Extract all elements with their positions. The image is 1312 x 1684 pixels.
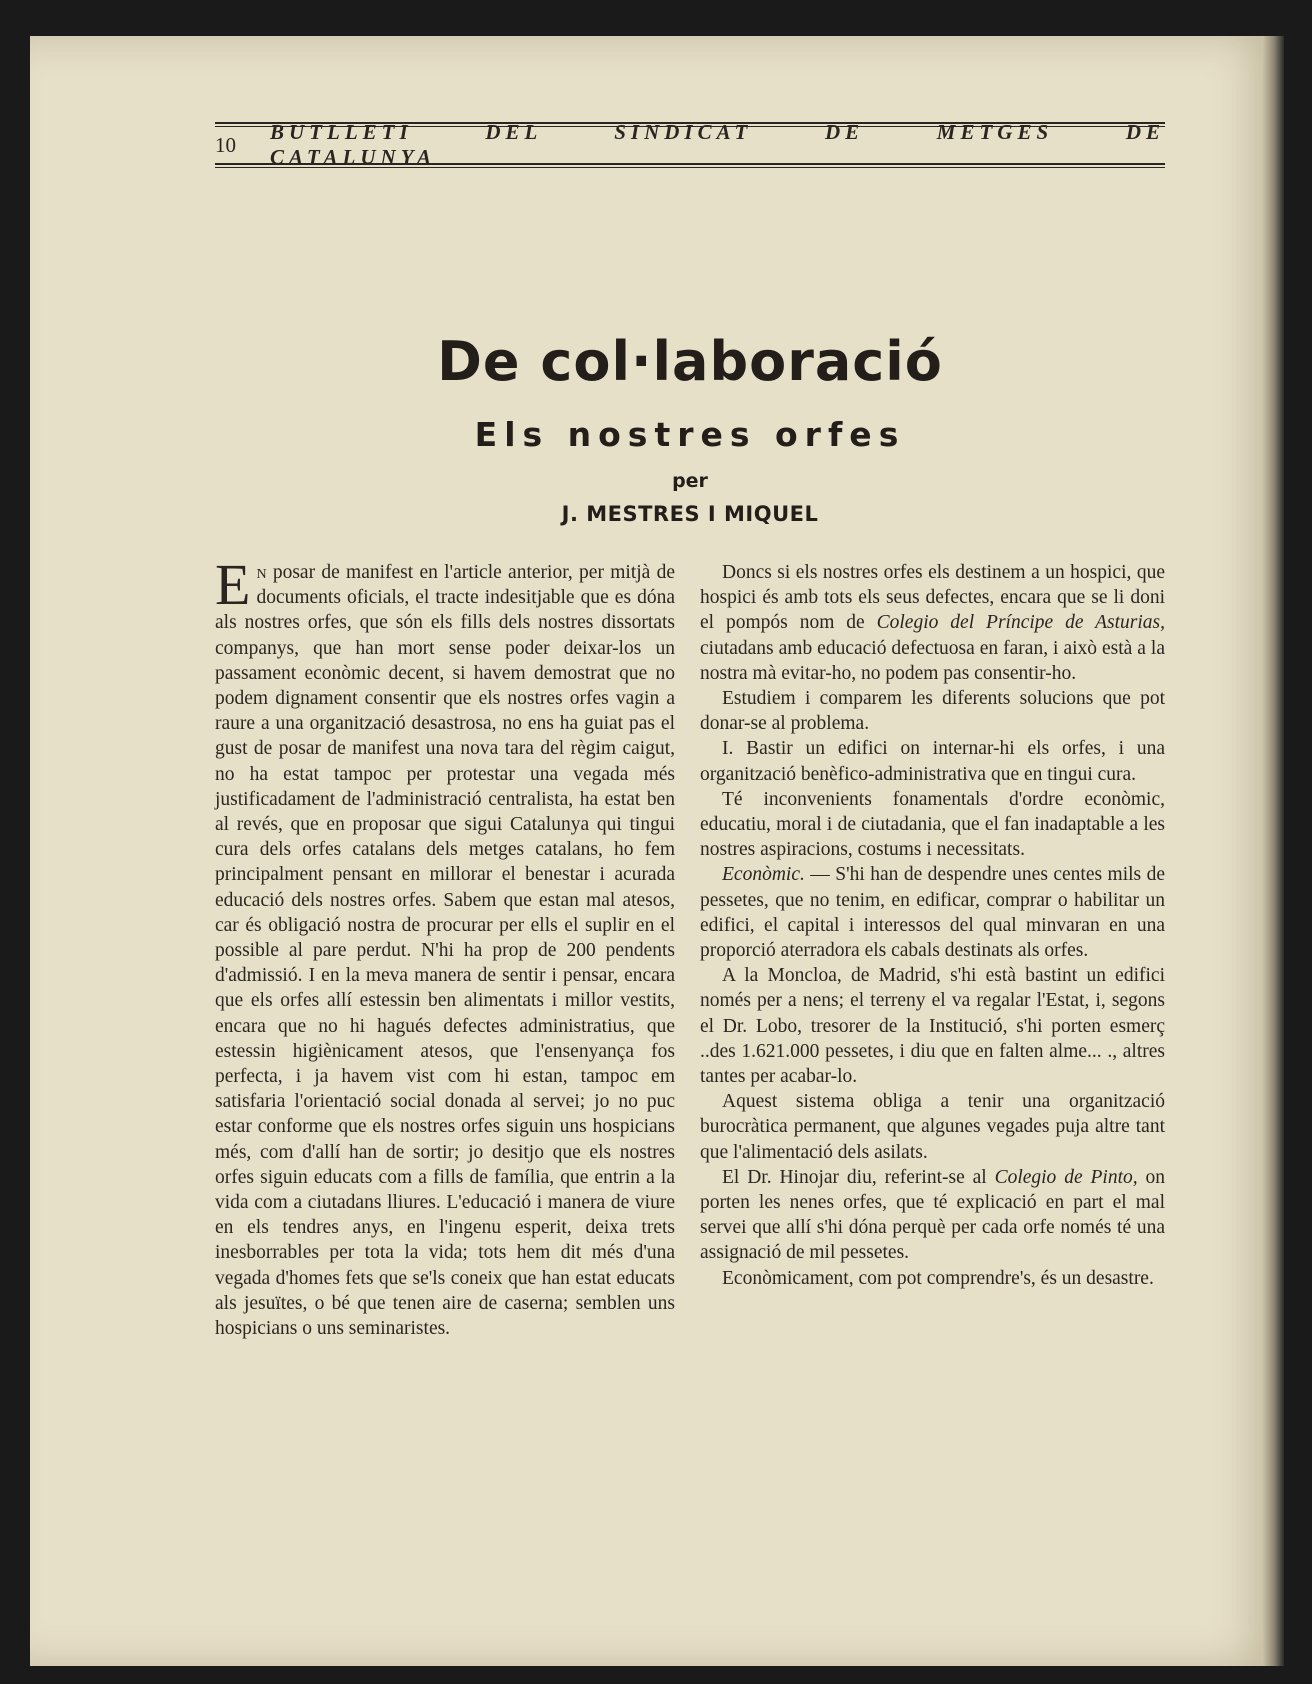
paragraph: Estudiem i comparem les diferents solucions que pot donar-se al problema. [700,688,1165,735]
page-number: 10 [215,132,236,157]
text-column-right [700,560,1165,1291]
paragraph [215,552,675,1341]
paragraph-text: on porten les nenes orfes, que té explicació en part el mal servei que allí s'hi dóna perquè per cada orfe només té una assignació de mil pessetes. [700,1166,1165,1264]
paragraph: Té inconvenients fonamentals d'ordre econòmic, educatiu, moral i de ciutadania, que el fan inadaptable a les nostres aspiracions, costums i necessitats. [700,788,1165,861]
paragraph: Econòmicament, com pot comprendre's, és un desastre. [722,1267,1154,1289]
paragraph: Aquest sistema obliga a tenir una organització burocràtica permanent, que algunes vegades puja altre tant que l'alimentació dels asilats. [700,1091,1165,1163]
italic-text: Colegio del Príncipe de Asturias, [876,612,1165,634]
drop-cap: E [215,552,251,617]
running-title: BUTLLETI DEL SINDICAT DE METGES DE CATALUNYA [270,120,1165,169]
byline-per: per [672,470,708,492]
paragraph-text: posar de manifest en l'article anterior, per mitjà de documents oficials, el tracte indesitjable que es dóna als nostres orfes, que són els fills dels nostres dissortats companys, que han mort sense poder deixar-los un passament econòmic decent, si havem demostrat que no podem dignament consentir que els nostres orfes vagin a raure a una organització desastrosa, no ens ha guiat pas el gust de posar de manifest una nova tara del règim caigut, no ha estat tampoc per protestar una vegada més justificadament de l'administració centralista, ha estat ben al revés, que en proposar que sigui Catalunya qui tingui cura dels orfes catalans dels metges catalans, ho fem principalment pensant en millorar el benestar i acurada educació dels nostres orfes. Sabem que estan mal atesos, car és obligació nostra de procurar per ells el suplir en el possible al pare perdut. N'hi ha prop de 200 pendents d'admissió. I en la meva manera de sentir i pensar, encara que els orfes allí estessin ben alimentats i millor vestits, encara que no hi hagués defectes administratius, que estessin higiènicament atesos, que l'ensenyança fos perfecta, i ja havem vist com hi estan, tampoc em satisfaria l'orientació social donada al servei; jo no puc estar conforme que els nostres orfes siguin uns hospicians més, com d'allí han de sortir; jo desitjo que els nostres orfes siguin educats com a fills de família, que entrin a la vida com a ciutadans lliures. L'educació i manera de viure en els tendres anys, en l'ingenu esperit, deixa trets inesborrables per tota la vida; tots hem dit més d'una vegada d'homes fets que se'ls coneix que han estat educats als jesuïtes, o bé que tenen aire de caserna; semblen uns hospicians o uns seminaristes. [215,562,675,1340]
paragraph-text: Doncs si els nostres orfes els destinem a un hospici, que hospici és amb tots els seus defectes, encara que se li doni el pompós nom de [700,562,1165,634]
text-column-left [215,552,675,1341]
paragraph-text: — S'hi han de despendre unes centes mils de pessetes, que no tenim, en edificar, comprar o habilitar un edifici, el capital i interessos del qual minvaran en una proporció aterradora els cabals destinats als orfes. [700,864,1165,962]
paragraph [700,560,1165,686]
page-header [215,122,1165,168]
author-name: J. MESTRES I MIQUEL [561,502,819,526]
paragraph [700,1165,1165,1266]
italic-text: Colegio de Pinto, [994,1166,1138,1188]
first-word-rest: n [256,562,267,583]
paragraph [700,862,1165,963]
italic-text: Econòmic. [722,864,805,886]
section-title: De col·laboració [437,330,943,393]
paragraph: I. Bastir un edifici on internar-hi els orfes, i una organització benèfico-administrativa que en tingui cura. [700,738,1165,785]
page-edge [1262,36,1284,1666]
paragraph: A la Moncloa, de Madrid, s'hi està bastint un edifici només per a nens; el terreny el va regalar l'Estat, i, segons el Dr. Lobo, tresorer de la Institució, s'hi porten esmerç ..des 1.621.000 pessetes, i diu que en falten alme... ., altres tantes per acabar-lo. [700,965,1165,1088]
header-line [215,120,1165,169]
paragraph-text: ciutadans amb educació defectuosa en faran, i això està a la nostra mà evitar-ho, no podem pas consentir-ho. [700,637,1165,684]
article-title-block [215,330,1165,526]
article-title: Els nostres orfes [474,415,906,454]
paragraph-text: El Dr. Hinojar diu, referint-se al [722,1166,995,1188]
